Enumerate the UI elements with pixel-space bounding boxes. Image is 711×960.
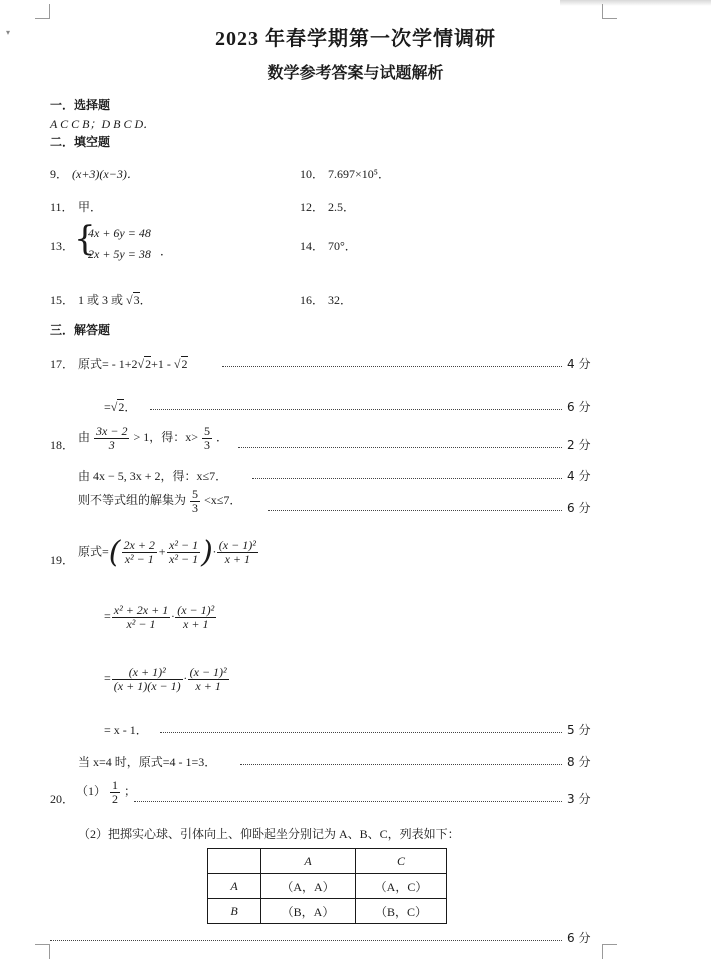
table-cell: A [208,874,261,899]
q17-line-1-text: 原式= - 1+2 [78,357,138,371]
fraction [188,666,229,692]
table-row [208,874,447,899]
window-shadow [560,0,711,6]
table-cell: （B，A） [261,899,356,924]
q20-part-1-label: （1） [76,783,107,798]
q17-radicand-3: 2 [118,400,125,414]
fraction [112,666,183,692]
fraction-numerator: 2x + 2 [123,538,155,553]
q20-score-2: 6 分 [567,931,591,945]
multiply-dot: · [183,670,187,685]
section-fill-heading: 二．填空题 [50,135,111,149]
fraction [110,779,120,805]
score-leader [134,801,562,802]
outcome-table [207,848,447,924]
q18-line-1 [78,425,228,451]
score-leader [252,478,562,479]
fraction [175,604,216,630]
q19-line-2 [104,604,217,630]
fraction-denominator: x² − 1 [124,552,154,566]
fraction-numerator: (x − 1)² [218,538,256,553]
sqrt-symbol: √ [173,357,181,371]
q15-radicand: 3 [133,293,140,307]
q9-answer: (x+3)(x−3)． [72,167,139,181]
q16-answer: 32． [328,293,353,307]
score-leader [240,764,562,765]
table-header-row [208,849,447,874]
q17-line-2-end: ． [124,400,137,414]
q15-answer-text: 1 或 3 或 [78,293,124,307]
q13-end: ． [160,244,173,258]
q18-number: 18． [50,438,75,452]
sqrt-symbol: √ [137,357,145,371]
q15-number: 15． [50,293,75,307]
fraction-denominator: x² − 1 [169,552,199,566]
q12-answer: 2.5． [328,200,356,214]
q12-number: 12． [300,200,325,214]
q18-line-3-text: 则不等式组的解集为 [78,492,187,507]
fraction-numerator: (x − 1)² [189,665,227,679]
plus-sign: + [157,544,167,559]
fraction-denominator: 2 [112,791,119,806]
choice-answers: A C C B；D B C D． [50,117,156,131]
table-cell: （A，C） [356,874,447,899]
score-leader [268,510,562,511]
score-leader [222,366,562,367]
q19-line-1-text: 原式= [78,544,109,559]
fraction-denominator: (x + 1)(x − 1) [113,678,181,693]
q18-line-1-text-b: > 1，得：x> [133,429,198,444]
fraction [94,425,129,451]
document-subtitle: 数学参考答案与试题解析 [267,65,444,82]
q18-score-2: 4 分 [567,469,591,483]
q17-line-1-text-b: +1 - [151,357,174,371]
score-leader [160,732,562,733]
q17-radicand-2: 2 [181,357,188,371]
fraction-numerator: 3x − 2 [96,424,128,438]
fraction-numerator: (x − 1)² [177,603,215,617]
fraction-denominator: x + 1 [183,616,209,631]
score-leader [238,447,562,448]
q13-equation-1: 4x + 6y = 48 [88,226,151,240]
q19-line-4: = x - 1． [104,723,148,737]
table-cell: B [208,899,261,924]
sqrt-symbol: √ [110,400,118,414]
q19-line-1 [78,535,259,570]
q18-line-3 [78,488,241,514]
q20-part-1 [76,779,136,805]
q17-line-2 [104,398,136,415]
fraction-denominator: x² − 1 [126,616,156,631]
fraction-denominator: x + 1 [224,552,251,566]
fraction [112,604,170,630]
q19-line-3-text: = [104,670,111,685]
q15-end: ． [139,293,152,307]
fraction-denominator: 3 [192,500,199,515]
fraction [190,488,200,514]
crop-mark-top-left [35,4,50,19]
q14-answer: 70°． [328,239,357,253]
section-choice-heading: 一．选择题 [50,98,111,112]
fraction [167,539,200,565]
fraction-numerator: 5 [192,487,199,501]
fraction-numerator: 1 [112,778,119,792]
q19-line-5: 当 x=4 时，原式=4 - 1=3． [78,755,217,769]
table-cell: （B，C） [356,899,447,924]
fraction-numerator: 5 [204,424,210,438]
fraction [122,539,157,565]
q20-score-1: 3 分 [567,792,591,806]
q10-number: 10． [300,167,325,181]
fraction-denominator: x + 1 [195,678,221,693]
sqrt-symbol: √ [126,293,133,307]
fraction-denominator: 3 [204,437,210,452]
q18-line-3-end: <x≤7． [204,492,242,507]
margin-marker: ▾ [6,28,11,37]
q20-part-2: （2）把掷实心球、引体向上、仰卧起坐分别记为 A、B、C，列表如下： [78,827,460,841]
table-header-cell: A [261,849,356,874]
q18-line-1-end: ． [216,429,229,444]
q17-radicand-1: 2 [145,357,152,371]
table-cell: （A，A） [261,874,356,899]
table-header-cell [208,849,261,874]
q18-line-2: 由 4x − 5, 3x + 2，得：x≤7． [78,469,228,483]
brace-symbol: { [74,219,96,259]
fraction [202,425,212,451]
q20-number: 20． [50,792,75,806]
multiply-dot: · [171,608,175,623]
q18-line-1-text: 由 [78,429,91,444]
q11-answer: 甲． [78,200,103,214]
fraction [217,539,258,565]
table-row [208,899,447,924]
fraction-denominator: 3 [108,437,115,452]
fraction-numerator: (x + 1)² [112,666,183,680]
score-leader [50,940,562,941]
fraction-numerator: x² + 2x + 1 [113,603,169,617]
document-title: 2023 年春学期第一次学情调研 [215,28,496,50]
q17-number: 17． [50,357,75,371]
q19-line-2-text: = [104,608,111,623]
paren-close: ) [201,535,213,570]
section-solve-heading: 三．解答题 [50,323,111,337]
crop-mark-bottom-left [35,944,50,959]
crop-mark-bottom-right [602,944,617,959]
q14-number: 14． [300,239,325,253]
q19-number: 19． [50,553,75,567]
table-header-cell: C [356,849,447,874]
q18-score-1: 2 分 [567,438,591,452]
q19-score-2: 8 分 [567,755,591,769]
q13-equation-2: 2x + 5y = 38 [88,247,151,261]
q9-number: 9． [50,167,69,181]
paren-open: ( [108,535,121,570]
q17-line-1 [78,355,188,372]
q18-score-3: 6 分 [567,501,591,515]
q13-number: 13． [50,239,75,253]
q19-line-3 [104,666,230,692]
q11-number: 11． [50,200,74,214]
q15-answer [78,291,152,308]
q19-score-1: 5 分 [567,723,591,737]
score-leader [150,409,562,410]
q17-score-1: 4 分 [567,357,591,371]
fraction-numerator: x² − 1 [169,538,199,553]
multiply-dot: · [212,544,216,559]
q16-number: 16． [300,293,325,307]
q20-part-1-end: ； [124,783,137,798]
q17-line-2-text: = [104,400,111,414]
q10-answer: 7.697×10⁵． [328,167,390,181]
q17-score-2: 6 分 [567,400,591,414]
crop-mark-top-right [602,4,617,19]
